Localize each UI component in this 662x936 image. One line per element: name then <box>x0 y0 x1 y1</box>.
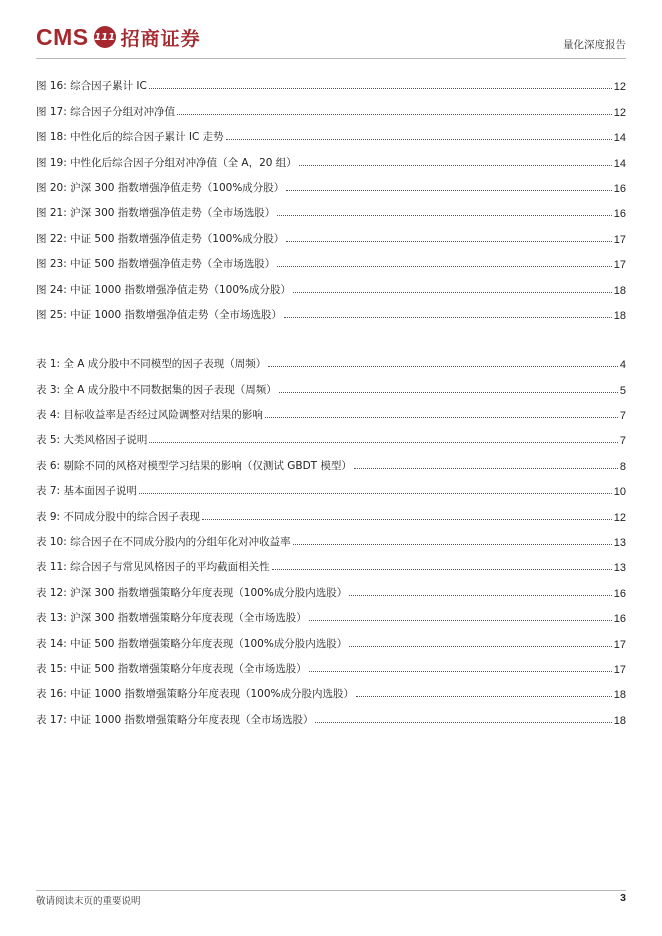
toc-entry-figure-16[interactable] <box>36 68 626 93</box>
toc-entry-label: 表 14: 中证 500 指数增强策略分年度表现（100%成分股内选股） <box>36 637 348 650</box>
toc-entry-page: 5 <box>619 384 626 397</box>
toc-entry-table-13[interactable] <box>36 600 626 625</box>
leader-dots <box>149 88 612 89</box>
footer-divider <box>36 890 626 891</box>
toc-entry-label: 图 20: 沪深 300 指数增强净值走势（100%成分股） <box>36 181 285 194</box>
toc-entry-table-3[interactable] <box>36 371 626 396</box>
toc-entry-figure-18[interactable] <box>36 119 626 144</box>
toc-entry-page: 7 <box>619 410 626 423</box>
toc-entry-table-10[interactable] <box>36 524 626 549</box>
toc-entry-table-4[interactable] <box>36 397 626 422</box>
toc-entry-figure-21[interactable] <box>36 195 626 220</box>
leader-dots <box>277 215 611 216</box>
toc-entry-page: 12 <box>613 81 626 94</box>
toc-entry-figure-23[interactable] <box>36 246 626 271</box>
leader-dots <box>284 317 612 318</box>
leader-dots <box>272 569 612 570</box>
toc-entry-page: 13 <box>613 537 626 550</box>
toc-entry-page: 18 <box>613 714 626 727</box>
toc-entry-page: 8 <box>619 460 626 473</box>
toc-entry-page: 12 <box>613 106 626 119</box>
toc-entry-label: 表 1: 全 A 成分股中不同模型的因子表现（周频） <box>36 358 267 371</box>
toc-entry-label: 表 17: 中证 1000 指数增强策略分年度表现（全市场选股） <box>36 713 314 726</box>
toc-entry-table-6[interactable] <box>36 447 626 472</box>
leader-dots <box>349 595 611 596</box>
toc-entry-page: 12 <box>613 511 626 524</box>
toc-entry-page: 17 <box>613 663 626 676</box>
logo-badge-icon: 111 <box>94 26 116 48</box>
toc-entry-label: 图 23: 中证 500 指数增强净值走势（全市场选股） <box>36 258 276 271</box>
toc-entry-page: 13 <box>613 562 626 575</box>
page-header <box>0 0 662 62</box>
toc-entry-table-9[interactable] <box>36 498 626 523</box>
page-number: 3 <box>620 892 626 904</box>
leader-dots <box>139 493 612 494</box>
logo-company-name: 招商证券 <box>120 27 201 50</box>
toc-entry-page: 18 <box>613 689 626 702</box>
toc-entry-label: 表 15: 中证 500 指数增强策略分年度表现（全市场选股） <box>36 662 307 675</box>
toc-entry-page: 16 <box>613 587 626 600</box>
toc-entry-page: 18 <box>613 309 626 322</box>
toc-entry-label: 图 17: 综合因子分组对冲净值 <box>36 105 176 118</box>
leader-dots <box>277 266 611 267</box>
leader-dots <box>265 417 618 418</box>
toc-entry-table-12[interactable] <box>36 574 626 599</box>
toc-entry-figure-22[interactable] <box>36 220 626 245</box>
leader-dots <box>286 190 611 191</box>
toc-entry-label: 表 12: 沪深 300 指数增强策略分年度表现（100%成分股内选股） <box>36 586 348 599</box>
toc-entry-figure-19[interactable] <box>36 144 626 169</box>
figure-list <box>36 68 626 322</box>
leader-dots <box>293 544 612 545</box>
leader-dots <box>279 392 618 393</box>
toc-entry-label: 表 5: 大类风格因子说明 <box>36 434 148 447</box>
leader-dots <box>293 292 612 293</box>
header-divider <box>36 58 626 59</box>
table-list <box>36 346 626 727</box>
toc-entry-page: 17 <box>613 233 626 246</box>
toc-entry-label: 图 21: 沪深 300 指数增强净值走势（全市场选股） <box>36 207 276 220</box>
toc-entry-table-11[interactable] <box>36 549 626 574</box>
toc-entry-label: 图 19: 中性化后综合因子分组对冲净值（全 A，20 组） <box>36 156 297 169</box>
leader-dots <box>349 646 611 647</box>
leader-dots <box>309 620 612 621</box>
toc-entry-figure-17[interactable] <box>36 93 626 118</box>
toc-entry-table-16[interactable] <box>36 676 626 701</box>
toc-entry-page: 14 <box>613 132 626 145</box>
company-logo <box>36 24 201 50</box>
toc-entry-table-14[interactable] <box>36 625 626 650</box>
logo-text: CMS <box>36 23 89 50</box>
toc-entry-page: 4 <box>619 359 626 372</box>
toc-entry-page: 16 <box>613 613 626 626</box>
toc-entry-table-5[interactable] <box>36 422 626 447</box>
toc-entry-label: 表 6: 剔除不同的风格对模型学习结果的影响（仅测试 GBDT 模型） <box>36 459 352 472</box>
toc-entry-figure-24[interactable] <box>36 271 626 296</box>
toc-entry-label: 表 13: 沪深 300 指数增强策略分年度表现（全市场选股） <box>36 612 307 625</box>
toc-entry-page: 10 <box>613 486 626 499</box>
toc-entry-label: 图 18: 中性化后的综合因子累计 IC 走势 <box>36 131 224 144</box>
leader-dots <box>354 468 618 469</box>
toc-entry-page: 16 <box>613 208 626 221</box>
toc-entry-page: 16 <box>613 182 626 195</box>
toc-entry-label: 表 7: 基本面因子说明 <box>36 485 137 498</box>
leader-dots <box>226 139 612 140</box>
toc-entry-page: 17 <box>613 638 626 651</box>
toc-entry-label: 图 25: 中证 1000 指数增强净值走势（全市场选股） <box>36 308 282 321</box>
leader-dots <box>299 165 612 166</box>
table-of-contents <box>36 68 626 727</box>
leader-dots <box>286 241 611 242</box>
toc-entry-page: 7 <box>619 435 626 448</box>
toc-entry-table-15[interactable] <box>36 651 626 676</box>
leader-dots <box>149 442 617 443</box>
leader-dots <box>177 114 612 115</box>
report-type: 量化深度报告 <box>563 39 626 51</box>
toc-entry-figure-25[interactable] <box>36 297 626 322</box>
toc-entry-page: 14 <box>613 157 626 170</box>
leader-dots <box>202 519 612 520</box>
leader-dots <box>268 366 618 367</box>
toc-entry-label: 表 9: 不同成分股中的综合因子表现 <box>36 510 200 523</box>
section-gap <box>36 322 626 346</box>
toc-entry-label: 表 4: 目标收益率是否经过风险调整对结果的影响 <box>36 409 263 422</box>
toc-entry-table-17[interactable] <box>36 701 626 726</box>
leader-dots <box>356 696 612 697</box>
toc-entry-label: 图 16: 综合因子累计 IC <box>36 80 147 93</box>
toc-entry-page: 18 <box>613 284 626 297</box>
leader-dots <box>315 722 611 723</box>
toc-entry-label: 表 10: 综合因子在不同成分股内的分组年化对冲收益率 <box>36 536 291 549</box>
toc-entry-label: 图 24: 中证 1000 指数增强净值走势（100%成分股） <box>36 283 291 296</box>
toc-entry-table-7[interactable] <box>36 473 626 498</box>
toc-entry-label: 表 16: 中证 1000 指数增强策略分年度表现（100%成分股内选股） <box>36 688 354 701</box>
toc-entry-label: 图 22: 中证 500 指数增强净值走势（100%成分股） <box>36 232 285 245</box>
disclaimer-note: 敬请阅读末页的重要说明 <box>36 896 141 907</box>
toc-entry-table-1[interactable] <box>36 346 626 371</box>
toc-entry-page: 17 <box>613 259 626 272</box>
leader-dots <box>309 671 612 672</box>
toc-entry-figure-20[interactable] <box>36 170 626 195</box>
toc-entry-label: 表 3: 全 A 成分股中不同数据集的因子表现（周频） <box>36 383 277 396</box>
toc-entry-label: 表 11: 综合因子与常见风格因子的平均截面相关性 <box>36 561 270 574</box>
